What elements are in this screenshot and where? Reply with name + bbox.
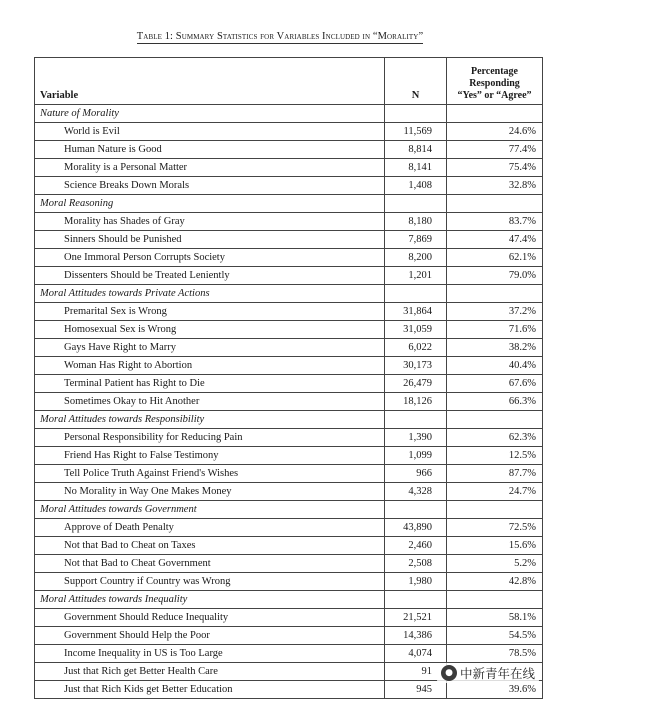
row-label: Income Inequality in US is Too Large [35,645,385,663]
row-label: Not that Bad to Cheat on Taxes [35,537,385,555]
table-row [35,555,543,573]
row-percentage: 62.1% [447,249,543,267]
section-pct-empty [447,501,543,519]
table-row [35,213,543,231]
table-row [35,321,543,339]
section-title: Nature of Morality [35,105,385,123]
row-percentage: 62.3% [447,429,543,447]
table-row [35,177,543,195]
summary-statistics-table [34,57,543,699]
row-n: 1,980 [385,573,447,591]
row-label: Personal Responsibility for Reducing Pain [35,429,385,447]
row-n: 18,126 [385,393,447,411]
row-n: 6,022 [385,339,447,357]
row-n: 1,390 [385,429,447,447]
table-row [35,519,543,537]
section-pct-empty [447,285,543,303]
row-label: Friend Has Right to False Testimony [35,447,385,465]
section-n-empty [385,195,447,213]
row-n: 26,479 [385,375,447,393]
section-n-empty [385,285,447,303]
table-row [35,645,543,663]
row-n: 11,569 [385,123,447,141]
row-n: 91 [385,663,447,681]
watermark: ● 中新青年在线 [437,663,539,683]
row-n: 8,180 [385,213,447,231]
section-header-row [35,591,543,609]
row-percentage: 78.5% [447,645,543,663]
section-title: Moral Attitudes towards Private Actions [35,285,385,303]
table-row [35,681,543,699]
row-percentage: 15.6% [447,537,543,555]
row-percentage: 12.5% [447,447,543,465]
row-label: Government Should Help the Poor [35,627,385,645]
row-percentage: 67.6% [447,375,543,393]
row-n: 4,074 [385,645,447,663]
row-percentage: 66.3% [447,393,543,411]
row-n: 1,201 [385,267,447,285]
row-label: Approve of Death Penalty [35,519,385,537]
row-label: Gays Have Right to Marry [35,339,385,357]
row-percentage: 24.6% [447,123,543,141]
row-label: Support Country if Country was Wrong [35,573,385,591]
table-row [35,303,543,321]
row-n: 8,200 [385,249,447,267]
section-header-row [35,285,543,303]
row-n: 945 [385,681,447,699]
row-percentage: 39.6% [447,681,543,699]
row-label: Tell Police Truth Against Friend's Wishes [35,465,385,483]
row-percentage: 47.4% [447,231,543,249]
row-n: 966 [385,465,447,483]
row-label: Just that Rich Kids get Better Education [35,681,385,699]
table-row [35,483,543,501]
header-percentage: Percentage Responding “Yes” or “Agree” [447,58,543,105]
row-n: 4,328 [385,483,447,501]
row-percentage: 37.2% [447,303,543,321]
section-header-row [35,411,543,429]
table-row [35,249,543,267]
section-n-empty [385,105,447,123]
row-n: 1,099 [385,447,447,465]
table-row [35,609,543,627]
section-header-row [35,501,543,519]
table-row [35,573,543,591]
table-caption: Table 1: Summary Statistics for Variables Included in “Morality” [136,31,424,42]
row-label: Dissenters Should be Treated Leniently [35,267,385,285]
row-n: 2,460 [385,537,447,555]
section-pct-empty [447,591,543,609]
row-percentage: 5.2% [447,555,543,573]
row-percentage: 75.4% [447,159,543,177]
section-header-row [35,195,543,213]
table-row [35,339,543,357]
table-row [35,141,543,159]
row-percentage: 24.7% [447,483,543,501]
row-label: Woman Has Right to Abortion [35,357,385,375]
section-title: Moral Attitudes towards Inequality [35,591,385,609]
table-row [35,537,543,555]
row-label: Sometimes Okay to Hit Another [35,393,385,411]
row-n: 43,890 [385,519,447,537]
wechat-logo-icon: ● [441,665,457,681]
table-row [35,429,543,447]
section-n-empty [385,501,447,519]
row-label: Sinners Should be Punished [35,231,385,249]
section-header-row [35,105,543,123]
table-row [35,123,543,141]
row-n: 31,864 [385,303,447,321]
row-label: Not that Bad to Cheat Government [35,555,385,573]
table-row [35,267,543,285]
table-row [35,231,543,249]
row-percentage: 40.4% [447,357,543,375]
row-label: No Morality in Way One Makes Money [35,483,385,501]
row-n: 7,869 [385,231,447,249]
section-pct-empty [447,195,543,213]
row-percentage: 77.4% [447,141,543,159]
row-label: Government Should Reduce Inequality [35,609,385,627]
row-n: 2,508 [385,555,447,573]
header-row [35,58,543,105]
row-percentage: 71.6% [447,321,543,339]
table-row [35,159,543,177]
row-percentage: 58.1% [447,609,543,627]
row-percentage: 87.7% [447,465,543,483]
row-label: Terminal Patient has Right to Die [35,375,385,393]
table-row [35,375,543,393]
row-n: 31,059 [385,321,447,339]
row-n: 8,814 [385,141,447,159]
row-label: World is Evil [35,123,385,141]
section-title: Moral Reasoning [35,195,385,213]
row-percentage: 32.8% [447,177,543,195]
row-label: Morality has Shades of Gray [35,213,385,231]
row-label: Science Breaks Down Morals [35,177,385,195]
header-n: N [385,58,447,105]
row-label: Just that Rich get Better Health Care [35,663,385,681]
table-row [35,447,543,465]
table-body [35,105,543,699]
row-label: One Immoral Person Corrupts Society [35,249,385,267]
section-title: Moral Attitudes towards Responsibility [35,411,385,429]
row-percentage: 79.0% [447,267,543,285]
row-n: 30,173 [385,357,447,375]
row-label: Premarital Sex is Wrong [35,303,385,321]
row-percentage: 42.8% [447,573,543,591]
header-variable: Variable [35,58,385,105]
row-percentage: 38.2% [447,339,543,357]
row-label: Morality is a Personal Matter [35,159,385,177]
table-row [35,393,543,411]
row-n: 14,386 [385,627,447,645]
section-n-empty [385,591,447,609]
row-n: 8,141 [385,159,447,177]
table-row [35,357,543,375]
section-n-empty [385,411,447,429]
row-n: 1,408 [385,177,447,195]
table-row [35,465,543,483]
table-row [35,627,543,645]
row-n: 21,521 [385,609,447,627]
section-title: Moral Attitudes towards Government [35,501,385,519]
row-percentage: 83.7% [447,213,543,231]
section-pct-empty [447,411,543,429]
row-percentage: 72.5% [447,519,543,537]
section-pct-empty [447,105,543,123]
row-percentage: 54.5% [447,627,543,645]
row-label: Human Nature is Good [35,141,385,159]
row-label: Homosexual Sex is Wrong [35,321,385,339]
